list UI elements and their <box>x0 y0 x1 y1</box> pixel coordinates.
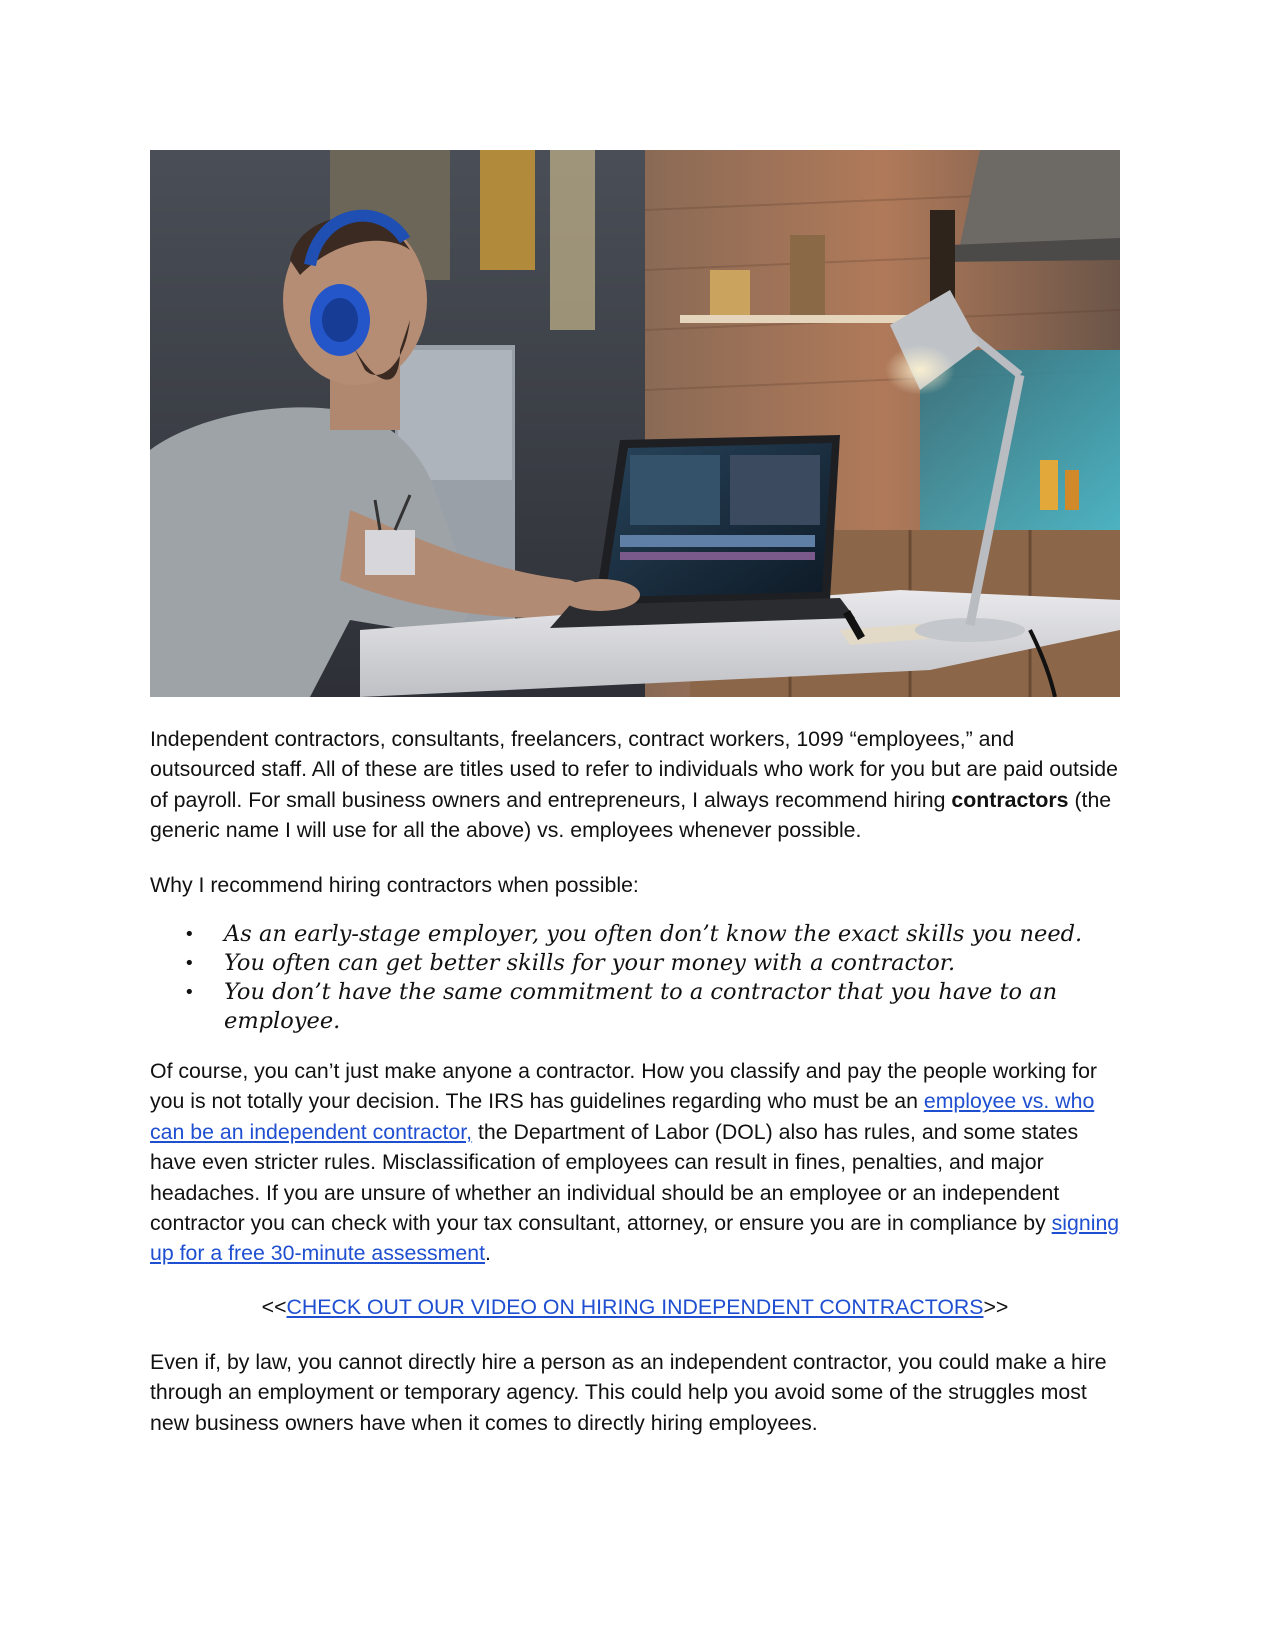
free-assessment-link[interactable]: signing up for a free 30-minute assessment <box>150 1211 1120 1266</box>
classification-paragraph <box>150 1056 1120 1269</box>
classification-text-1: Of course, you can’t just make anyone a contractor. How you classify and pay the people working for you is not totally your decision. The IRS has guidelines regarding who must be an <box>150 1059 1098 1114</box>
classification-text-2: the Department of Labor (DOL) also has rules, and some states have even stricter rules. Misclassification of employees can result in fines, penalties, and major headaches. If you are unsure of whether an individual should be an employee or an independent contractor you can check with your tax consultant, attorney, or ensure you are in compliance by <box>150 1119 1079 1236</box>
intro-text-1: Independent contractors, consultants, freelancers, contract workers, 1099 “employees,” and outsourced staff. All of these are titles used to refer to individuals who work for you but are paid outside of payroll. For small business owners and entrepreneurs, I always recommend hiring <box>150 727 1118 812</box>
classification-text-3: . <box>485 1241 491 1266</box>
intro-bold-term: contractors <box>951 787 1069 812</box>
intro-paragraph <box>150 724 1120 846</box>
irs-guidelines-link[interactable]: employee vs. who can be an independent contractor, <box>150 1089 1095 1144</box>
hero-image <box>150 150 1120 697</box>
video-cta <box>150 1292 1120 1322</box>
list-item: • As an early-stage employer, you often don’t know the exact skills you need. <box>224 920 1120 949</box>
video-link[interactable]: CHECK OUT OUR VIDEO ON HIRING INDEPENDENT CONTRACTORS <box>286 1294 984 1319</box>
why-heading: Why I recommend hiring contractors when possible: <box>150 872 639 897</box>
list-item: • You often can get better skills for your money with a contractor. <box>224 949 1120 978</box>
list-item: • You don’t have the same commitment to a contractor that you have to an employee. <box>224 978 1120 1036</box>
document-page <box>150 150 1120 1438</box>
reasons-list <box>150 920 1120 1036</box>
photo-illustration <box>150 150 1120 697</box>
cta-suffix: >> <box>983 1294 1009 1319</box>
closing-paragraph: Even if, by law, you cannot directly hire a person as an independent contractor, you could make a hire through an employment or temporary agency. This could help you avoid some of the struggles most new business owners have when it comes to directly hiring employees. <box>150 1349 1107 1435</box>
cta-prefix: << <box>261 1294 287 1319</box>
intro-text-2: (the generic name I will use for all the above) vs. employees whenever possible. <box>150 787 1112 843</box>
